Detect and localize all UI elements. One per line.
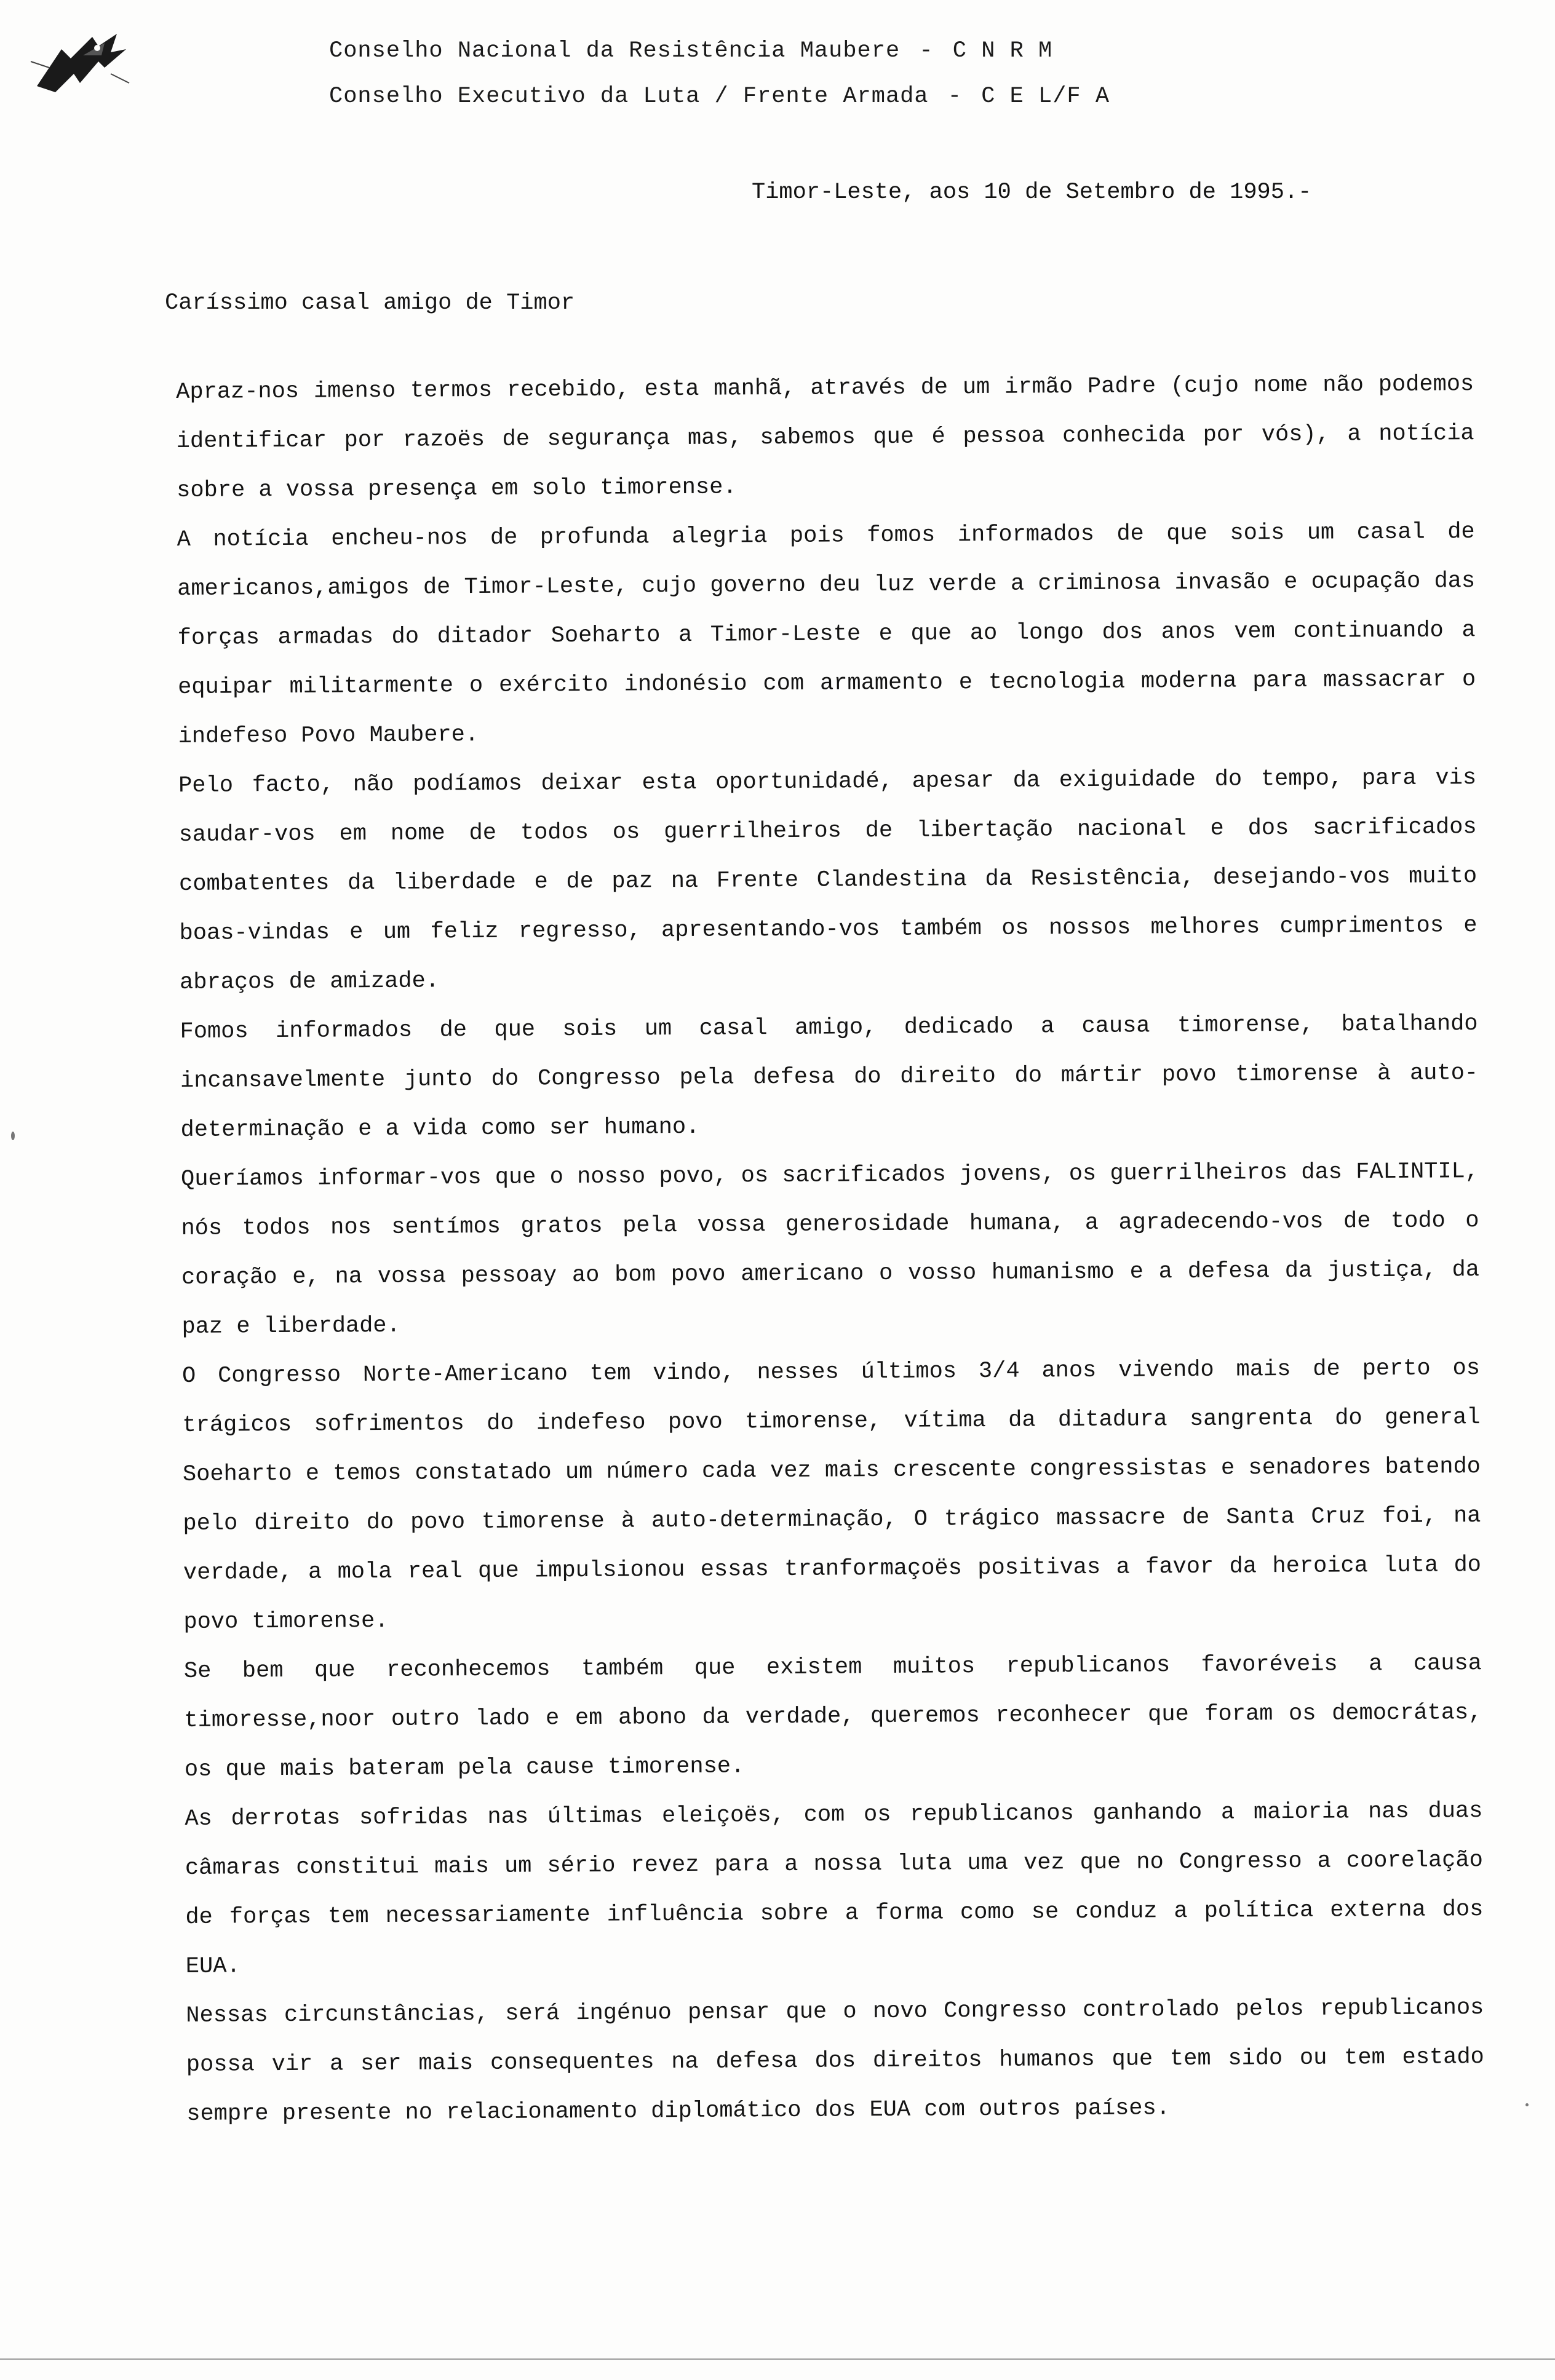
header-council-line: Conselho Nacional da Resistência Maubere - C N R M <box>329 38 1053 64</box>
salutation: Caríssimo casal amigo de Timor <box>165 290 575 316</box>
scan-edge-line <box>0 2358 1555 2360</box>
scan-speck <box>1525 2103 1529 2106</box>
header-executive-abbr: C E L/F A <box>981 84 1110 109</box>
scan-speck <box>11 1132 15 1140</box>
paragraph: As derrotas sofridas nas últimas eleiçoës, com os republicanos ganhando a maioria nas duas câmaras constitui mais um sério revez para a nossa luta uma vez que no Congresso a coorelação de forças tem necessariamente influência sobre a forma como se conduz a política externa dos EUA. <box>185 1798 1484 1980</box>
paragraph: Apraz-nos imenso termos recebido, esta manhã, através de um irmão Padre (cujo nome não podemos identificar por razoës de segurança mas, sabemos que é pessoa conhecida por vós), a notícia sobre a vossa presença em solo timorense. <box>176 371 1474 504</box>
paragraph: Queríamos informar-vos que o nosso povo, os sacrificados jovens, os guerrilheiros das FALINTIL, nós todos nos sentímos gratos pela vossa generosidade humana, a agradecendo-vos de todo o coração e, na vossa pessoay ao bom povo americano o vosso humanismo e a defesa da justiça, da paz e liberdade. <box>180 1159 1480 1340</box>
paragraph: Pelo facto, não podíamos deixar esta oportunidadé, apesar da exiguidade do tempo, para vis saudar-vos em nome de todos os guerrilheiros de libertação nacional e dos sacrificados combatentes da liberdade e de paz na Frente Clandestina da Resistência, desejando-vos muito boas-vindas e um feliz regresso, apresentando-vos também os nossos melhores cumprimentos e abraços de amizade. <box>178 765 1477 996</box>
paragraph: Fomos informados de que sois um casal amigo, dedicado a causa timorense, batalhando incansavelmente junto do Congresso pela defesa do direito do mártir povo timorense à auto-determinação e a vida como ser humano. <box>180 1011 1479 1143</box>
emblem-icon <box>25 25 135 98</box>
header-executive-line: Conselho Executivo da Luta / Frente Armada - C E L/F A <box>329 84 1110 109</box>
header-council-abbr: C N R M <box>952 38 1053 64</box>
header-executive-name: Conselho Executivo da Luta / Frente Armada <box>329 84 929 109</box>
paragraph: Se bem que reconhecemos também que existem muitos republicanos favoréveis a causa timoresse,noor outro lado e em abono da verdade, queremos reconhecer que foram os democrátas, os que mais bateram pela cause timorense. <box>183 1651 1482 1783</box>
dateline: Timor-Leste, aos 10 de Setembro de 1995.- <box>752 180 1312 205</box>
paragraph: O Congresso Norte-Americano tem vindo, nesses últimos 3/4 anos vivendo mais de perto os trágicos sofrimentos do indefeso povo timorense, vítima da ditadura sangrenta do general Soeharto e temos constatado um número cada vez mais crescente congressistas e senadores batendo pelo direito do povo timorense à auto-determinação, O trágico massacre de Santa Cruz foi, na verdade, a mola real que impulsionou essas tranformaçoës positivas a favor da heroica luta do povo timorense. <box>181 1355 1482 1635</box>
paragraph: Nessas circunstâncias, será ingénuo pensar que o novo Congresso controlado pelos republicanos possa vir a ser mais consequentes na defesa dos direitos humanos que tem sido ou tem estado sempre presente no relacionamento diplomático dos EUA com outros países. <box>186 1995 1484 2127</box>
header-council-name: Conselho Nacional da Resistência Maubere <box>329 38 901 64</box>
letter-body <box>176 360 1485 2139</box>
paragraph: A notícia encheu-nos de profunda alegria pois fomos informados de que sois um casal de americanos,amigos de Timor-Leste, cujo governo deu luz verde a criminosa invasão e ocupação das forças armadas do ditador Soeharto a Timor-Leste e que ao longo dos anos vem continuando a equipar militarmente o exército indonésio com armamento e tecnologia moderna para massacrar o indefeso Povo Maubere. <box>177 519 1476 750</box>
